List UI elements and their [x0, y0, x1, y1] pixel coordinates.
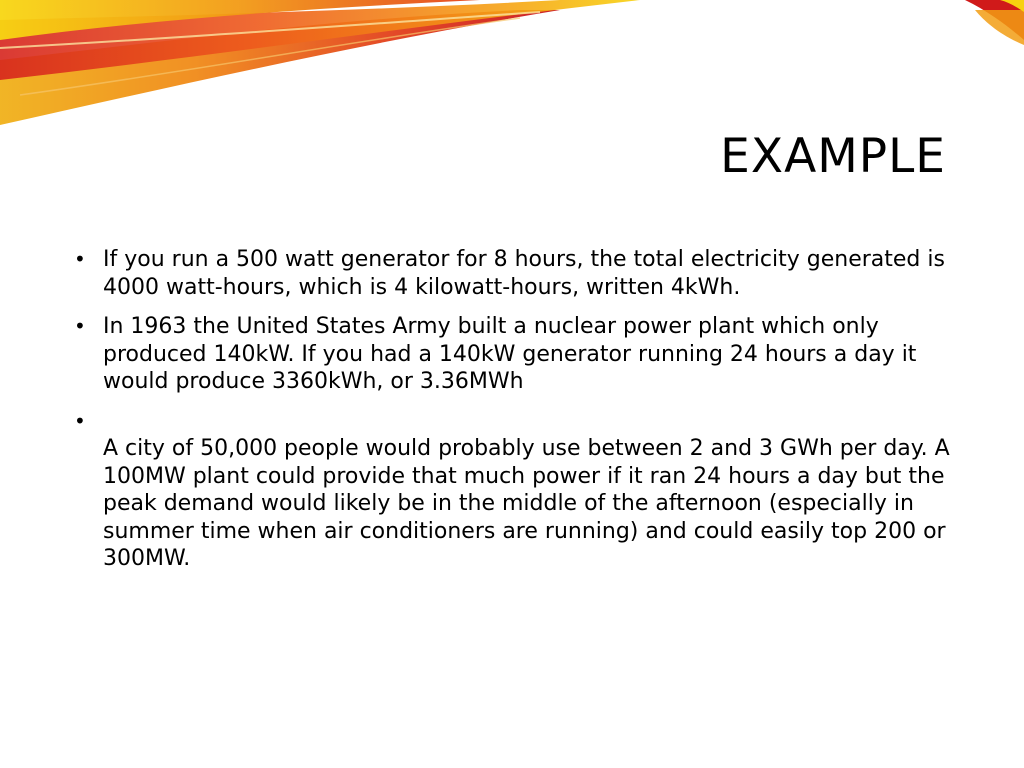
decorative-swoosh — [0, 0, 1024, 130]
bullet-list — [74, 246, 954, 585]
bullet-marker: • — [74, 314, 86, 338]
bullet-marker: • — [74, 408, 86, 433]
bullet-item-3 — [74, 408, 954, 573]
bullet-item-2 — [74, 313, 954, 396]
bullet-text: In 1963 the United States Army built a nuclear power plant which only produced 140kW. If you had a 140kW generator running 24 hours a day it would produce 3360kWh, or 3.36MWh — [103, 314, 917, 394]
bullet-text: A city of 50,000 people would probably use between 2 and 3 GWh per day. A 100MW plant could provide that much power if it ran 24 hours a day but the peak demand would likely be in the middle of the afternoon (especially in summer time when air conditioners are running) and could easily top 200 or 300MW. — [103, 436, 950, 571]
bullet-blank-line — [103, 408, 954, 436]
bullet-marker: • — [74, 247, 86, 271]
bullet-text: If you run a 500 watt generator for 8 hours, the total electricity generated is 4000 watt-hours, which is 4 kilowatt-hours, written 4kWh. — [103, 247, 945, 300]
slide-title: EXAMPLE — [720, 129, 946, 184]
swoosh-right-orange — [975, 10, 1024, 45]
bullet-item-1 — [74, 246, 954, 301]
